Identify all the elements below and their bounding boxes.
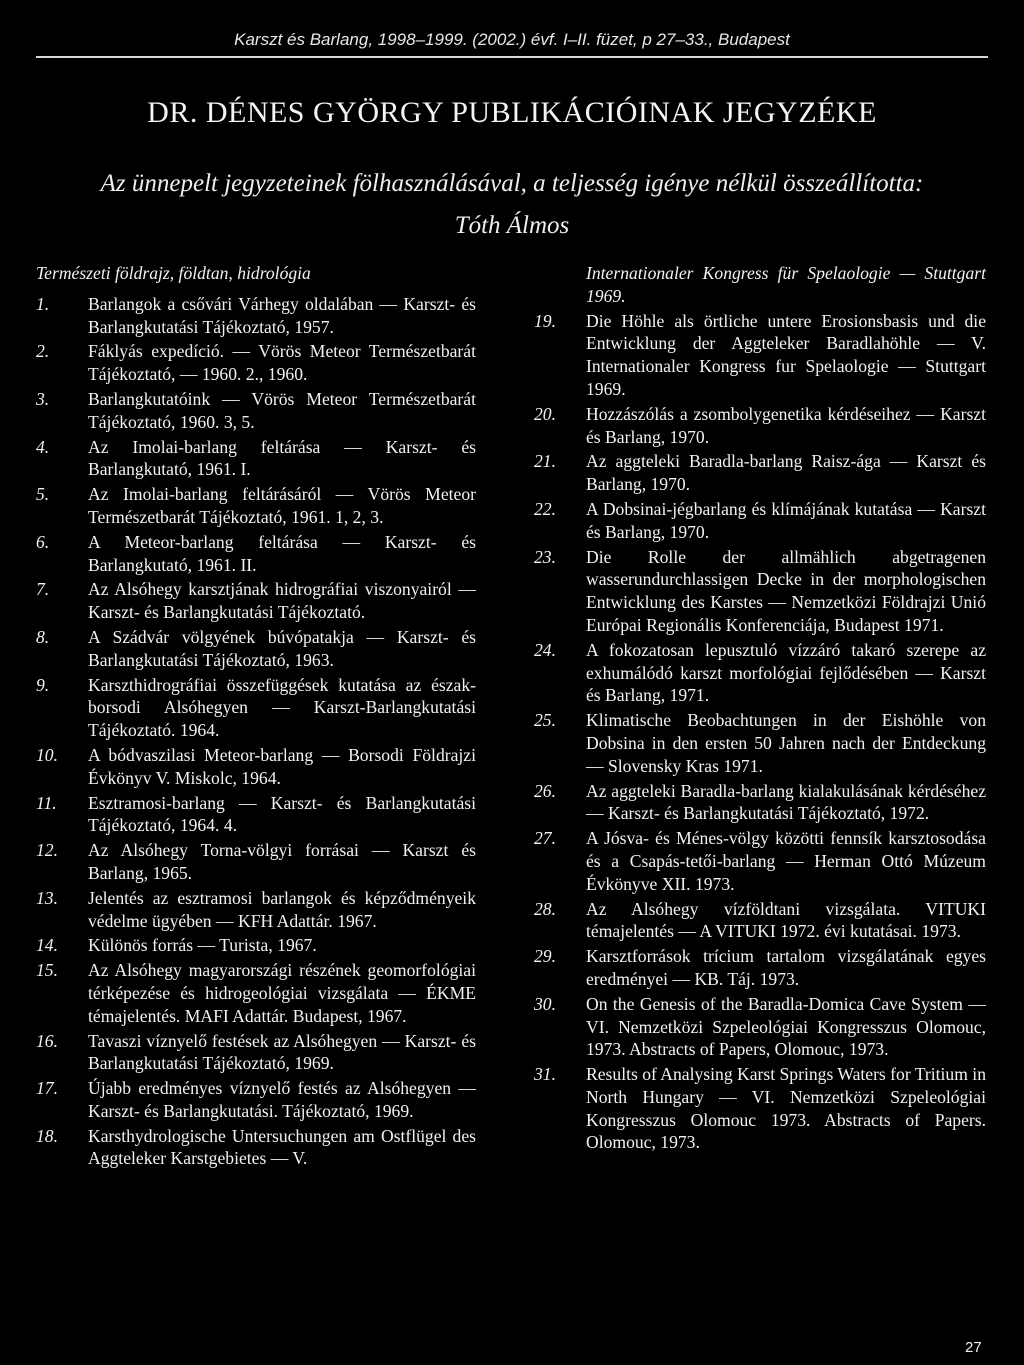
publication-entry <box>534 827 986 895</box>
right-column <box>534 262 986 1156</box>
entry-number: 9. <box>36 674 50 695</box>
publication-entry <box>36 388 476 434</box>
publication-entry <box>36 674 476 742</box>
entry-text: Die Höhle als örtliche untere Erosionsbasis und die Entwicklung der Aggteleker Baradlahöhle — V. Internationaler Kongress fur Spelaologie — Stuttgart 1969. <box>586 310 986 399</box>
publication-entry <box>36 578 476 624</box>
entry-number: 1. <box>36 293 50 314</box>
entry-text: Az aggteleki Baradla-barlang Raisz-ága — Karszt és Barlang, 1970. <box>586 451 986 495</box>
continued-entry: Internationaler Kongress für Spelaologie — Stuttgart 1969. <box>586 263 986 306</box>
publication-entry <box>36 1077 476 1123</box>
publication-entry <box>534 450 986 496</box>
publication-entry <box>36 744 476 790</box>
publication-entry <box>534 898 986 944</box>
entry-text: Újabb eredményes víznyelő festés az Alsóhegyen — Karszt- és Barlangkutatási. Tájékoztató, 1969. <box>88 1078 476 1121</box>
entry-number: 21. <box>534 451 556 472</box>
entry-text: On the Genesis of the Baradla-Domica Cave System — VI. Nemzetközi Szpeleológiai Kongresszus Olomouc, 1973. Abstracts of Papers, Olomouc, 1973. <box>586 993 986 1060</box>
entry-text: A bódvaszilasi Meteor-barlang — Borsodi Földrajzi Évkönyv V. Miskolc, 1964. <box>88 744 476 788</box>
entry-text: A Dobsinai-jégbarlang és klímájának kutatása — Karszt és Barlang, 1970. <box>586 498 986 542</box>
entry-text: Barlangkutatóink — Vörös Meteor Természetbarát Tájékoztató, 1960. 3, 5. <box>88 388 476 432</box>
entry-number: 27. <box>534 828 556 849</box>
entry-text: Hozzászólás a zsombolygenetika kérdéseihez — Karszt és Barlang, 1970. <box>586 403 986 447</box>
entry-number: 12. <box>36 840 58 861</box>
entry-text: Az Imolai-barlang feltárásáról — Vörös Meteor Természetbarát Tájékoztató, 1961. 1, 2, 3. <box>88 484 476 527</box>
publication-entry <box>534 1063 986 1154</box>
entry-number: 23. <box>534 546 556 567</box>
entry-text: A fokozatosan lepusztuló vízzáró takaró szerepe az exhumálódó karszt morfológiai fejlődésében — Karszt és Barlang, 1971. <box>586 639 986 706</box>
publication-entry <box>36 436 476 482</box>
entry-number: 11. <box>36 792 57 813</box>
publication-list-left <box>36 293 476 1170</box>
publication-entry <box>36 792 476 838</box>
entry-text: Esztramosi-barlang — Karszt- és Barlangkutatási Tájékoztató, 1964. 4. <box>88 792 476 836</box>
left-column <box>36 262 476 1172</box>
entry-number: 16. <box>36 1030 58 1051</box>
entry-number: 7. <box>36 579 50 600</box>
author: Tóth Álmos <box>454 212 570 239</box>
publication-entry <box>36 887 476 933</box>
publication-entry <box>534 993 986 1061</box>
entry-number: 29. <box>534 946 556 967</box>
entry-number: 4. <box>36 436 50 457</box>
entry-text: Fáklyás expedíció. — Vörös Meteor Természetbarát Tájékoztató, — 1960. 2., 1960. <box>88 341 476 385</box>
entry-text: Barlangok a csővári Várhegy oldalában — Karszt- és Barlangkutatási Tájékoztató, 1957. <box>88 293 476 337</box>
publication-entry <box>534 403 986 449</box>
publication-entry <box>534 780 986 826</box>
entry-number: 15. <box>36 960 58 981</box>
publication-entry <box>36 1125 476 1171</box>
entry-text: Results of Analysing Karst Springs Waters for Tritium in North Hungary — VI. Nemzetközi Szpeleológiai Kongresszus Olomouc 1973. Abstracts of Papers. Olomouc, 1973. <box>586 1064 986 1153</box>
entry-text: Az Alsóhegy magyarországi részének geomorfológiai térképezése és hidrogeológiai vizsgálata — ÉKME témajelentés. MAFI Adattár. Budapest, 1967. <box>88 960 476 1026</box>
entry-number: 19. <box>534 310 556 331</box>
entry-text: A Jósva- és Ménes-völgy közötti fennsík karsztosodása és a Csapás-tetői-barlang — Herman Ottó Múzeum Évkönyve XII. 1973. <box>586 828 986 894</box>
entry-text: Különös forrás — Turista, 1967. <box>88 935 317 956</box>
publication-entry <box>534 945 986 991</box>
entry-number: 20. <box>534 403 556 424</box>
entry-number: 18. <box>36 1125 58 1146</box>
entry-number: 5. <box>36 484 50 505</box>
entry-text: Jelentés az esztramosi barlangok és képződményeik védelme ügyében — KFH Adattár. 1967. <box>88 887 476 931</box>
entry-text: Karsztforrások trícium tartalom vizsgálatának egyes eredményei — KB. Táj. 1973. <box>586 946 986 989</box>
section-heading: Természeti földrajz, földtan, hidrológia <box>36 263 311 283</box>
entry-number: 25. <box>534 710 556 731</box>
publication-entry <box>36 293 476 339</box>
entry-text: Die Rolle der allmählich abgetragenen wasserundurchlassigen Decke in der morphologischen Entwicklung des Karstes — Nemzetközi Földrajzi Unió Európai Regionális Konferenciája, Budapest 1971. <box>586 546 986 635</box>
publication-entry <box>534 498 986 544</box>
publication-entry <box>534 546 986 637</box>
entry-text: Karsthydrologische Untersuchungen am Ostflügel des Aggteleker Karstgebietes — V. <box>88 1125 476 1169</box>
publication-entry <box>36 1030 476 1076</box>
entry-number: 10. <box>36 744 58 765</box>
publication-list-right <box>534 310 986 1155</box>
entry-number: 3. <box>36 388 50 409</box>
entry-text: A Szádvár völgyének búvópatakja — Karszt- és Barlangkutatási Tájékoztató, 1963. <box>88 626 476 670</box>
entry-text: Klimatische Beobachtungen in der Eishöhle von Dobsina in den ersten 50 Jahren nach der Entdeckung — Slovensky Kras 1971. <box>586 710 986 776</box>
page-title: DR. DÉNES GYÖRGY PUBLIKÁCIÓINAK JEGYZÉKE <box>147 96 877 129</box>
publication-entry <box>36 531 476 577</box>
entry-number: 6. <box>36 531 50 552</box>
entry-text: Az aggteleki Baradla-barlang kialakulásának kérdéséhez — Karszt- és Barlangkutatási Tájékoztató, 1972. <box>586 780 986 824</box>
entry-number: 2. <box>36 341 50 362</box>
publication-entry <box>36 483 476 529</box>
entry-text: Az Alsóhegy vízföldtani vizsgálata. VITUKI témajelentés — A VITUKI 1972. évi kutatásai. 1973. <box>586 898 986 942</box>
entry-text: Az Alsóhegy karsztjának hidrográfiai viszonyairól — Karszt- és Barlangkutatási Tájékoztató. <box>88 579 476 623</box>
entry-text: Az Imolai-barlang feltárása — Karszt- és Barlangkutató, 1961. I. <box>88 436 476 480</box>
entry-number: 26. <box>534 780 556 801</box>
entry-text: Tavaszi víznyelő festések az Alsóhegyen — Karszt- és Barlangkutatási Tájékoztató, 1969. <box>88 1030 476 1074</box>
publication-entry <box>36 959 476 1027</box>
entry-number: 17. <box>36 1078 58 1099</box>
subtitle: Az ünnepelt jegyzeteinek fölhasználásával, a teljesség igénye nélkül összeállította: <box>100 170 924 197</box>
entry-text: A Meteor-barlang feltárása — Karszt- és Barlangkutató, 1961. II. <box>88 531 476 575</box>
entry-number: 31. <box>534 1064 556 1085</box>
publication-entry <box>534 310 986 401</box>
publication-entry <box>36 626 476 672</box>
publication-entry <box>36 934 476 957</box>
entry-number: 14. <box>36 935 58 956</box>
entry-number: 8. <box>36 626 50 647</box>
entry-number: 13. <box>36 887 58 908</box>
publication-entry <box>36 839 476 885</box>
entry-number: 30. <box>534 993 556 1014</box>
publication-entry <box>534 639 986 707</box>
header-rule <box>36 56 988 58</box>
publication-entry <box>534 709 986 777</box>
entry-number: 24. <box>534 639 556 660</box>
entry-number: 22. <box>534 498 556 519</box>
publication-entry <box>36 340 476 386</box>
page-number: 27 <box>965 1339 982 1356</box>
entry-number: 28. <box>534 898 556 919</box>
entry-text: Az Alsóhegy Torna-völgyi forrásai — Karszt és Barlang, 1965. <box>88 840 476 883</box>
entry-text: Karszthidrográfiai összefüggések kutatása az észak-borsodi Alsóhegyen — Karszt-Barlangkutatási Tájékoztató. 1964. <box>88 674 476 741</box>
running-header: Karszt és Barlang, 1998–1999. (2002.) évf. I–II. füzet, p 27–33., Budapest <box>234 30 790 49</box>
